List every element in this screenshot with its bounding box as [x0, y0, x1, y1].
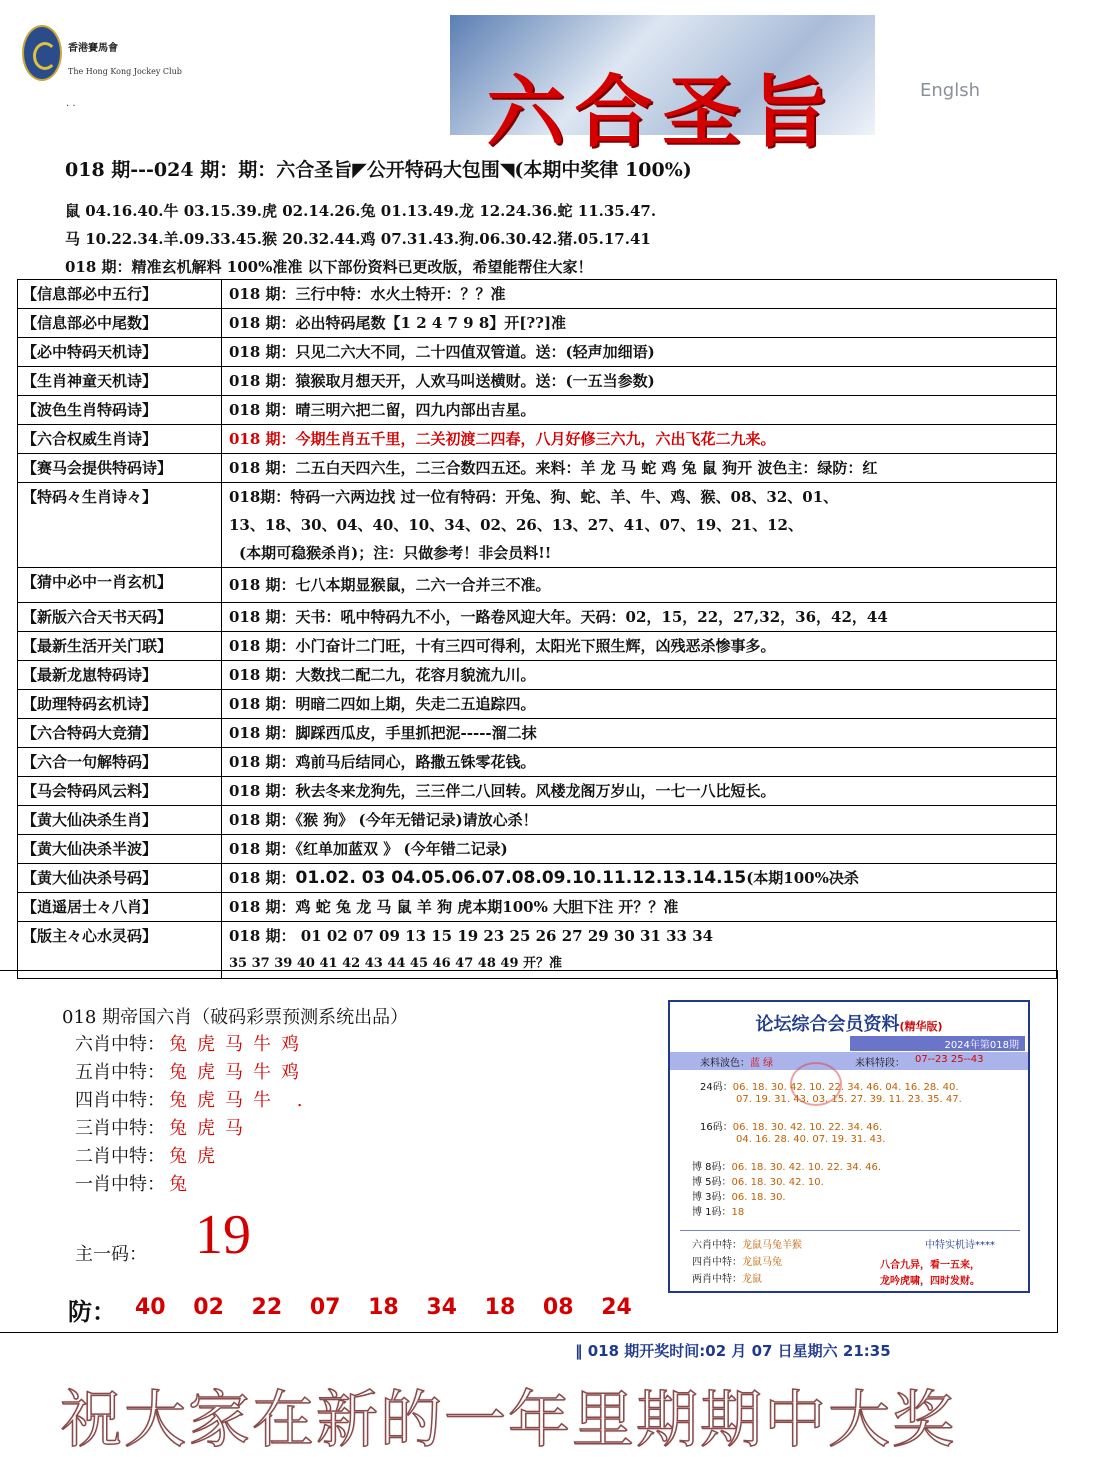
card-row: [692, 1188, 786, 1203]
row-value: 018 期：晴三明六把二留，四九内部出吉星。: [222, 396, 1057, 425]
six-zodiac-label: 二肖中特：: [75, 1146, 165, 1167]
draw-time: ‖ 018 期开奖时间:02 月 07 日星期六 21:35: [575, 1342, 891, 1360]
row-label: 【赛马会提供特码诗】: [18, 454, 222, 483]
table-row: [18, 483, 1057, 568]
card-row-value: 07. 19. 31. 43. 03. 15. 27. 39. 11. 23. 35. 47.: [736, 1094, 962, 1105]
row-label: 【必中特码天机诗】: [18, 338, 222, 367]
table-row: [18, 748, 1057, 777]
card-row-value: 06. 18. 30. 42. 10. 22. 34. 46. 04. 16. 28. 40.: [732, 1082, 959, 1093]
row-label: 【助理特码玄机诗】: [18, 690, 222, 719]
source-range-label: 来料特段：: [855, 1058, 905, 1069]
table-row: [18, 396, 1057, 425]
six-zodiac-row: [75, 1030, 309, 1056]
row-value-line-3: (本期可稳猴杀肖)；注：只做参考！非会员料!!: [239, 544, 552, 562]
row-value: 018 期：明暗二四如上期，失走二五追踪四。: [222, 690, 1057, 719]
card-row-value: 龙鼠马兔羊猴: [742, 1240, 802, 1251]
row-label: 【最新龙崽特码诗】: [18, 661, 222, 690]
source-color-label: 来料波色：: [700, 1058, 750, 1069]
card-row-value: 龙鼠马兔: [742, 1257, 782, 1268]
six-zodiac-value: 兔虎马: [169, 1118, 253, 1139]
defense-numbers: 40 02 22 07 18 34 18 08 24: [135, 1295, 632, 1320]
row-label: 【黄大仙决杀号码】: [18, 864, 222, 893]
table-row: [18, 835, 1057, 864]
card-row-key: 24码：: [700, 1082, 733, 1093]
greeting-banner: 祝大家在新的一年里期期中大奖: [60, 1383, 957, 1456]
row-label: 【六合一句解特码】: [18, 748, 222, 777]
table-row: [18, 777, 1057, 806]
card-row-key: 博 5码：: [692, 1177, 732, 1188]
logo-dots: . .: [66, 98, 76, 109]
row-value: 018 期：鸡前马后结同心，路撒五铢零花钱。: [222, 748, 1057, 777]
six-zodiac-row: [75, 1142, 225, 1168]
row-label: 【版主々心水灵码】: [18, 922, 222, 979]
row-value: 018 期：猿猴取月想天开，人欢马叫送横财。送：(一五当参数): [222, 367, 1057, 396]
six-zodiac-value: 兔虎: [169, 1146, 225, 1167]
card-row-key: 两肖中特：: [692, 1274, 742, 1285]
row-value-suffix: (本期100%决杀: [746, 869, 859, 887]
source-range-value: 07--23 25--43: [915, 1054, 984, 1065]
forum-member-card: [668, 1000, 1030, 1293]
row-label: 【特码々生肖诗々】: [18, 483, 222, 568]
defense-label: 防：: [68, 1297, 116, 1326]
row-value-line-1: 018 期： 01 02 07 09 13 15 19 23 25 26 27 29 30 31 33 34: [229, 927, 714, 945]
row-value: 018 期：鸡 蛇 兔 龙 马 鼠 羊 狗 虎本期100% 大胆下注 开？？准: [222, 893, 1057, 922]
six-zodiac-row: [75, 1086, 312, 1112]
row-value-line-2: 13、18、30、04、40、10、34、02、26、13、27、41、07、19、21、12、: [229, 516, 803, 534]
table-row: [18, 864, 1057, 893]
card-divider: [680, 1230, 1020, 1231]
row-label: 【新版六合天书天码】: [18, 603, 222, 632]
card-row-value: 龙鼠: [742, 1274, 762, 1285]
card-row-key: 16码：: [700, 1122, 733, 1133]
table-row: [18, 309, 1057, 338]
kill-numbers: 01.02. 03 04.05.06.07.08.09.10.11.12.13.14.15: [295, 868, 747, 888]
card-row-key: 博 1码：: [692, 1207, 732, 1218]
banner: [450, 15, 875, 158]
row-value: 018 期：七八本期显猴鼠，二六一合并三不准。: [222, 568, 1057, 603]
card-poem-label: 中特实机诗****: [925, 1240, 995, 1251]
six-zodiac-row: [75, 1170, 197, 1196]
six-zodiac-value: 兔虎马牛 .: [169, 1090, 313, 1111]
card-row-key: 六肖中特：: [692, 1240, 742, 1251]
card-poem-line: 龙吟虎啸，四时发财。: [880, 1276, 980, 1287]
six-zodiac-value: 兔虎马牛鸡: [169, 1062, 309, 1083]
table-row: [18, 661, 1057, 690]
row-value-line-2: 35 37 39 40 41 42 43 44 45 46 47 48 49 开？准: [229, 956, 563, 971]
prediction-table: [17, 279, 1057, 979]
card-row: [700, 1078, 959, 1093]
notice-line: 018 期：精准玄机解料 100%准准 以下部份资料已更改版，希望能帮住大家！: [65, 258, 593, 276]
row-value: 018 期：小门奋计二门旺，十有三四可得利，太阳光下照生辉，凶残恶杀惨事多。: [222, 632, 1057, 661]
row-value: 018 期：大数找二配二九，花容月貌流九川。: [222, 661, 1057, 690]
card-row-key: 四肖中特：: [692, 1257, 742, 1268]
card-row-key: 博 3码：: [692, 1192, 732, 1203]
six-zodiac-row: [75, 1114, 253, 1140]
card-poem-line: 八合九异，看一五来，: [880, 1260, 980, 1271]
jockey-club-logo[interactable]: [22, 25, 212, 85]
table-row: [18, 338, 1057, 367]
zodiac-numbers-line-1: 鼠 04.16.40.牛 03.15.39.虎 02.14.26.兔 01.13.49.龙 12.24.36.蛇 11.35.47.: [65, 202, 657, 220]
main-number-label: 主一码：: [75, 1244, 147, 1265]
card-row-value: 06. 18. 30. 42. 10. 22. 34. 46.: [731, 1162, 882, 1173]
six-zodiac-value: 兔: [169, 1174, 197, 1195]
table-row: [18, 719, 1057, 748]
banner-title: 六合圣旨: [486, 68, 839, 158]
six-zodiac-label: 五肖中特：: [75, 1062, 165, 1083]
row-label: 【波色生肖特码诗】: [18, 396, 222, 425]
logo-chinese-name: 香港賽馬會: [68, 43, 118, 54]
source-color-value: 蓝 绿: [750, 1058, 774, 1069]
row-value: 018 期：只见二六大不同，二十四值双管道。送：(轻声加细语): [222, 338, 1057, 367]
main-number: 19: [195, 1204, 251, 1266]
card-row-value: 06. 18. 30. 42. 10.: [731, 1177, 824, 1188]
card-row-value: 06. 18. 30. 42. 10. 22. 34. 46.: [732, 1122, 883, 1133]
row-label: 【黄大仙决杀半波】: [18, 835, 222, 864]
jockey-club-emblem-icon: [22, 25, 62, 81]
row-value-line-1: 018期：特码一六两边找 过一位有特码：开兔、狗、蛇、羊、牛、鸡、猴、08、32、01、: [229, 488, 839, 506]
table-row: [18, 367, 1057, 396]
card-row: [736, 1094, 962, 1105]
card-row-value: 06. 18. 30.: [731, 1192, 786, 1203]
page-headline: 018 期---024 期：期：六合圣旨◤公开特码大包围◥(本期中奖律 100%): [65, 159, 692, 181]
card-foot-row: [692, 1253, 782, 1268]
row-label: 【最新生活开关门联】: [18, 632, 222, 661]
card-title-tag: (精华版): [899, 1020, 943, 1033]
table-row: [18, 425, 1057, 454]
card-row-value: 18: [731, 1207, 745, 1218]
card-source-bar: [670, 1052, 1028, 1070]
row-value: 018 期：《猴 狗》 (今年无错记录)请放心杀！: [222, 806, 1057, 835]
row-label: 【生肖神童天机诗】: [18, 367, 222, 396]
row-value: 018 期：秋去冬来龙狗先，三三伴二八回转。风楼龙阁万岁山，一七一八比短长。: [222, 777, 1057, 806]
card-issue: 2024年第018期: [850, 1036, 1025, 1051]
six-zodiac-label: 四肖中特：: [75, 1090, 165, 1111]
card-foot-row: [692, 1270, 762, 1285]
logo-english-name: The Hong Kong Jockey Club: [68, 67, 182, 76]
row-label: 【信息部必中五行】: [18, 280, 222, 309]
english-link[interactable]: Englsh: [920, 80, 980, 101]
row-value: 018 期：三行中特：水火土特开：？？准: [222, 280, 1057, 309]
six-zodiac-value: 兔虎马牛鸡: [169, 1034, 309, 1055]
row-label: 【六合权威生肖诗】: [18, 425, 222, 454]
six-zodiac-label: 三肖中特：: [75, 1118, 165, 1139]
row-label: 【六合特码大竞猜】: [18, 719, 222, 748]
card-title-text: 论坛综合会员资料: [755, 1014, 900, 1035]
card-row: [736, 1134, 885, 1145]
zodiac-numbers-line-2: 马 10.22.34.羊.09.33.45.猴 20.32.44.鸡 07.31.43.狗.06.30.42.猪.05.17.41: [65, 230, 651, 248]
card-title: [670, 1010, 1028, 1036]
row-label: 【黄大仙决杀生肖】: [18, 806, 222, 835]
card-row: [700, 1118, 882, 1133]
row-value: 018 期：今期生肖五千里，二关初渡二四春，八月好修三六九，六出飞花二九来。: [222, 425, 1057, 454]
card-row-value: 04. 16. 28. 40. 07. 19. 31. 43.: [736, 1134, 886, 1145]
table-row: [18, 806, 1057, 835]
row-value: 018 期：二五白天四六生，二三合数四五还。来料：羊 龙 马 蛇 鸡 兔 鼠 狗开 波色主：绿防：红: [222, 454, 1057, 483]
table-row: [18, 280, 1057, 309]
card-foot-row: [692, 1236, 802, 1251]
table-row: [18, 454, 1057, 483]
table-row: [18, 893, 1057, 922]
row-value: [222, 864, 1057, 893]
row-value: [222, 483, 1057, 568]
card-row: [692, 1158, 881, 1173]
six-zodiac-title: 018 期帝国六肖（破码彩票预测系统出品）: [62, 1007, 409, 1028]
row-label: 【逍遥居士々八肖】: [18, 893, 222, 922]
table-row: [18, 632, 1057, 661]
six-zodiac-label: 一肖中特：: [75, 1174, 165, 1195]
table-row: [18, 603, 1057, 632]
row-value: 018 期：《红单加蓝双 》 (今年错二记录): [222, 835, 1057, 864]
row-value-prefix: 018 期：: [229, 869, 296, 887]
table-row: [18, 690, 1057, 719]
table-row: [18, 568, 1057, 603]
row-label: 【马会特码风云料】: [18, 777, 222, 806]
card-row: [692, 1203, 744, 1218]
row-value: 018 期：脚踩西瓜皮，手里抓把泥-----溜二抹: [222, 719, 1057, 748]
card-row-key: 博 8码：: [692, 1162, 732, 1173]
card-row: [692, 1173, 824, 1188]
row-value: 018 期：天书：吼中特码九不小，一路卷风迎大年。天码：02，15，22，27,32，36，42，44: [222, 603, 1057, 632]
six-zodiac-row: [75, 1058, 309, 1084]
row-label: 【猜中必中一肖玄机】: [18, 568, 222, 603]
row-label: 【信息部必中尾数】: [18, 309, 222, 338]
six-zodiac-label: 六肖中特：: [75, 1034, 165, 1055]
row-value: 018 期：必出特码尾数【1 2 4 7 9 8】开[??]准: [222, 309, 1057, 338]
